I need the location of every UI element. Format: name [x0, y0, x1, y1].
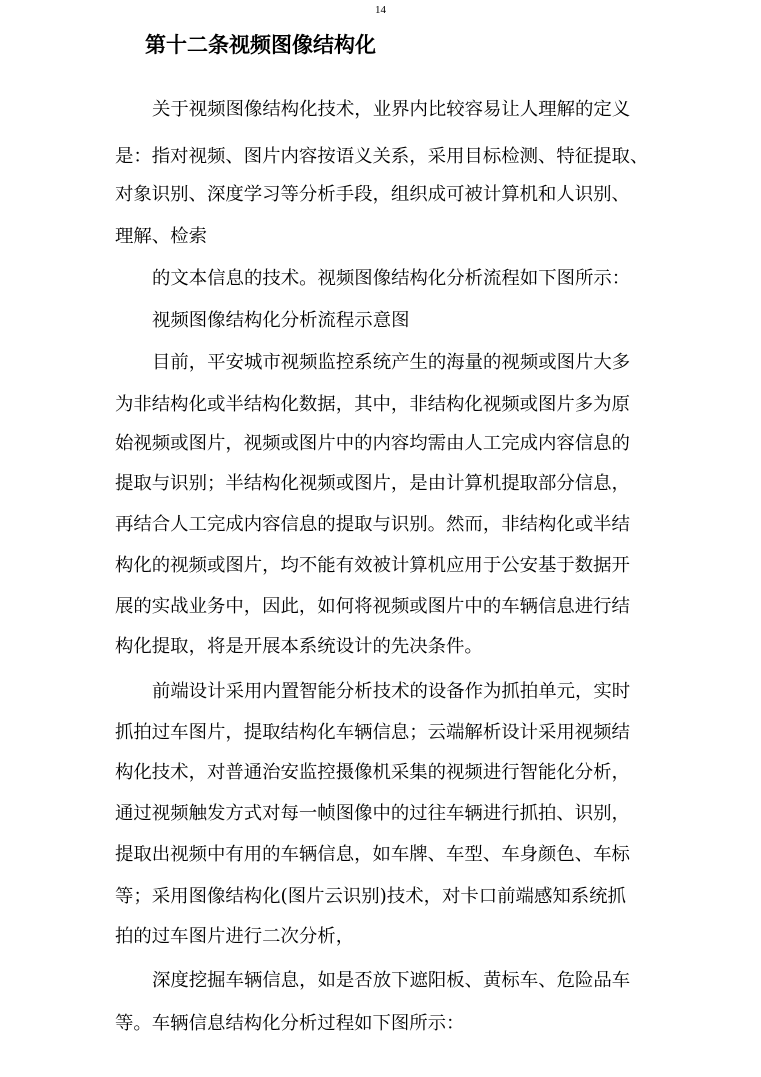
text-line: 始视频或图片，视频或图片中的内容均需由人工完成内容信息的 — [115, 433, 630, 454]
text-line: 是：指对视频、图片内容按语义关系，采用目标检测、特征提取、 — [115, 146, 649, 167]
text-line: 等。车辆信息结构化分析过程如下图所示： — [115, 1013, 465, 1034]
page-number: 14 — [375, 4, 386, 16]
text-line: 对象识别、深度学习等分析手段，组织成可被计算机和人识别、 — [115, 184, 630, 205]
text-line: 为非结构化或半结构化数据，其中，非结构化视频或图片多为原 — [115, 394, 630, 415]
text-line: 构化的视频或图片，均不能有效被计算机应用于公安基于数据开 — [115, 555, 630, 576]
text-line: 通过视频触发方式对每一帧图像中的过往车辆进行抓拍、识别， — [115, 803, 630, 824]
text-line: 抓拍过车图片，提取结构化车辆信息；云端解析设计采用视频结 — [115, 722, 630, 743]
text-line: 再结合人工完成内容信息的提取与识别。然而，非结构化或半结 — [115, 514, 630, 535]
text-line: 拍的过车图片进行二次分析， — [115, 926, 355, 947]
text-line: 前端设计采用内置智能分析技术的设备作为抓拍单元，实时 — [152, 681, 631, 702]
text-line: 构化技术，对普通治安监控摄像机采集的视频进行智能化分析， — [115, 762, 630, 783]
text-line: 展的实战业务中，因此，如何将视频或图片中的车辆信息进行结 — [115, 596, 630, 617]
text-line: 等；采用图像结构化(图片云识别)技术，对卡口前端感知系统抓 — [115, 886, 626, 907]
text-line: 理解、检索 — [115, 226, 207, 247]
text-line: 提取与识别；半结构化视频或图片，是由计算机提取部分信息， — [115, 473, 630, 494]
text-line: 深度挖掘车辆信息，如是否放下遮阳板、黄标车、危险品车 — [152, 970, 631, 991]
figure-caption: 视频图像结构化分析流程示意图 — [152, 310, 410, 331]
text-line: 提取出视频中有用的车辆信息，如车牌、车型、车身颜色、车标 — [115, 844, 630, 865]
section-heading: 第十二条视频图像结构化 — [145, 32, 376, 57]
text-line: 目前，平安城市视频监控系统产生的海量的视频或图片大多 — [152, 352, 631, 373]
text-line: 关于视频图像结构化技术，业界内比较容易让人理解的定义 — [152, 99, 631, 120]
text-line: 的文本信息的技术。视频图像结构化分析流程如下图所示： — [152, 268, 631, 289]
text-line: 构化提取，将是开展本系统设计的先决条件。 — [115, 636, 483, 657]
